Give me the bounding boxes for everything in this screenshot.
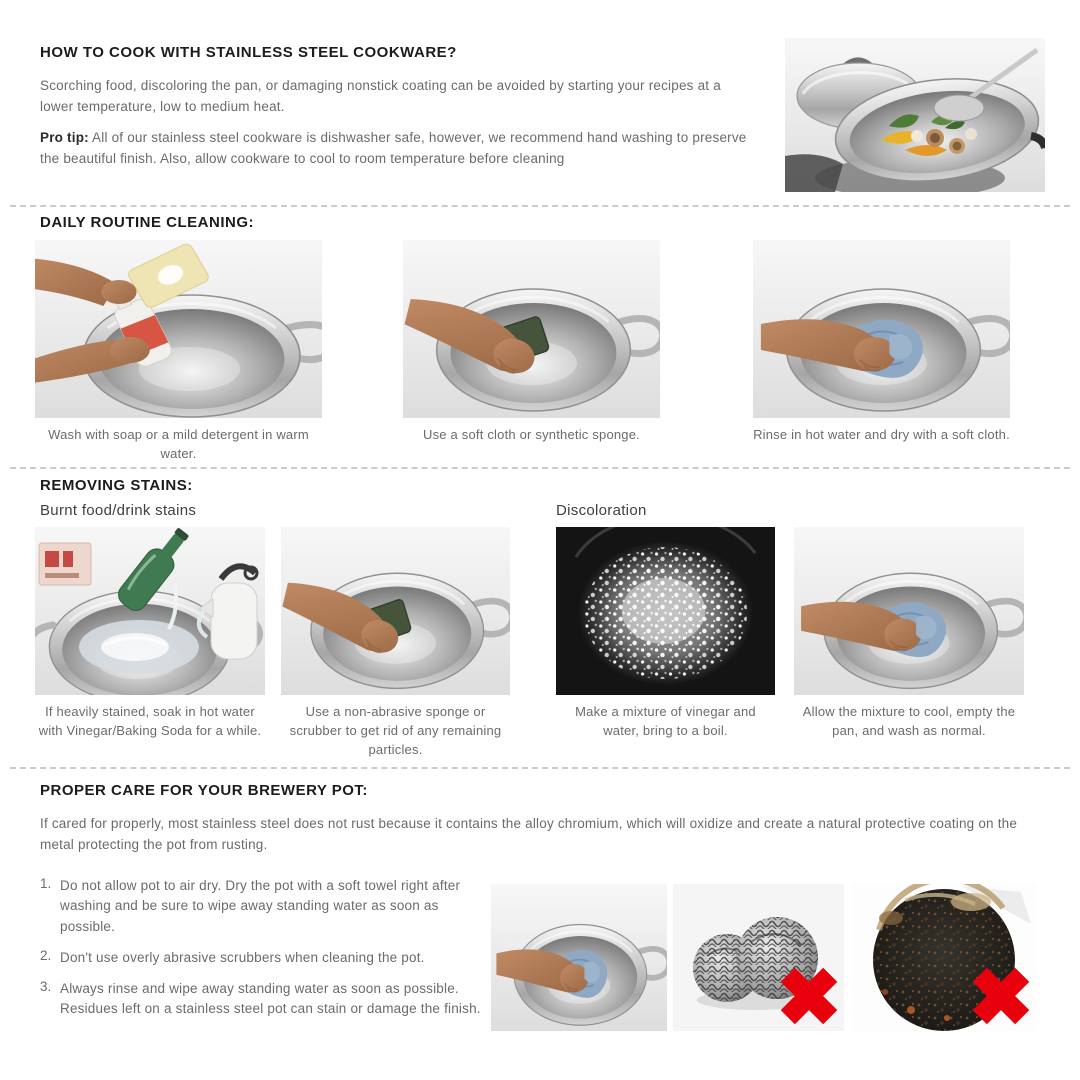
daily-step-3-caption: Rinse in hot water and dry with a soft cloth. xyxy=(753,427,1010,442)
stains-step-4-caption: Allow the mixture to cool, empty the pan, and wash as normal. xyxy=(802,704,1016,738)
pro-tip-paragraph xyxy=(40,128,752,170)
proper-care-heading: PROPER CARE FOR YOUR BREWERY POT: xyxy=(40,782,368,799)
intro-paragraph: Scorching food, discoloring the pan, or damaging nonstick coating can be avoided by starting your recipes at a lower temperature, low to medium heat. xyxy=(40,78,721,114)
care-photo-burnt-pot xyxy=(851,884,1036,1031)
care-tip-1 xyxy=(40,876,486,937)
discoloration-subheading: Discoloration xyxy=(556,502,647,519)
proper-care-intro: If cared for properly, most stainless steel does not rust because it contains the alloy chromium, which will oxidize and create a natural protective coating on the metal protecting the pot from rusting. xyxy=(40,816,1018,852)
daily-cleaning-heading: DAILY ROUTINE CLEANING: xyxy=(40,214,255,231)
green-sponge-pan-illustration xyxy=(281,527,510,695)
removing-stains-heading: REMOVING STAINS: xyxy=(40,477,193,494)
care-photo-dry-towel xyxy=(491,884,667,1031)
vinegar-pour-pan-illustration xyxy=(35,527,265,695)
stains-step-2-figure xyxy=(281,527,510,760)
daily-step-2-figure xyxy=(403,240,660,445)
care-tip-1-text: Do not allow pot to air dry. Dry the pot with a soft towel right after washing and be sure to wipe away standing water as soon as possible. xyxy=(60,878,461,934)
care-tip-3 xyxy=(40,979,486,1020)
stains-step-1-figure xyxy=(35,527,265,741)
dashed-divider-1 xyxy=(10,205,1070,207)
burnt-pot-illustration xyxy=(851,884,1036,1031)
stains-step-2-caption: Use a non-abrasive sponge or scrubber to get rid of any remaining particles. xyxy=(289,704,502,757)
care-photo-steel-wool xyxy=(673,884,844,1031)
how-to-cook-heading: HOW TO COOK WITH STAINLESS STEEL COOKWARE? xyxy=(40,44,457,61)
daily-step-1-figure xyxy=(35,240,322,464)
stains-step-3-caption: Make a mixture of vinegar and water, bring to a boil. xyxy=(575,704,756,738)
spray-bottle-sponge-pan-illustration xyxy=(35,240,322,418)
baking-soda-box xyxy=(39,543,91,585)
care-tip-3-text: Always rinse and wipe away standing water as soon as possible. Residues left on a stainless steel pot can stain or damage the finish. xyxy=(60,981,481,1017)
dashed-divider-2 xyxy=(10,467,1070,469)
daily-step-2-caption: Use a soft cloth or synthetic sponge. xyxy=(423,427,640,442)
stains-step-4-figure xyxy=(794,527,1024,741)
care-tip-3-number: 3. xyxy=(40,979,52,994)
blue-cloth-pan-illustration xyxy=(794,527,1024,695)
pro-tip-label: Pro tip: xyxy=(40,130,89,145)
care-tips-list xyxy=(40,876,486,1031)
burnt-stains-subheading: Burnt food/drink stains xyxy=(40,502,197,519)
pro-tip-text: All of our stainless steel cookware is dishwasher safe, however, we recommend hand washing to preserve the beautiful finish. Also, allow cookware to cool to room temperature before cleaning xyxy=(40,130,747,166)
care-tip-1-number: 1. xyxy=(40,876,52,891)
stains-step-1-caption: If heavily stained, soak in hot water with Vinegar/Baking Soda for a while. xyxy=(38,704,262,738)
stains-step-3-figure xyxy=(556,527,775,741)
wok-stir-fry-illustration xyxy=(785,38,1045,192)
care-tip-2 xyxy=(40,948,486,968)
boiling-water-illustration xyxy=(556,527,775,695)
blue-cloth-pan-illustration xyxy=(753,240,1010,418)
green-sponge-pan-illustration xyxy=(403,240,660,418)
daily-step-3-figure xyxy=(753,240,1010,445)
blue-towel-pot-illustration xyxy=(491,884,667,1031)
wok-stir-fry-photo xyxy=(785,38,1045,192)
care-tip-2-text: Don't use overly abrasive scrubbers when cleaning the pot. xyxy=(60,949,425,965)
steel-wool-illustration xyxy=(673,884,844,1031)
dashed-divider-3 xyxy=(10,767,1070,769)
care-tip-2-number: 2. xyxy=(40,947,52,963)
daily-step-1-caption: Wash with soap or a mild detergent in warm water. xyxy=(48,427,309,461)
